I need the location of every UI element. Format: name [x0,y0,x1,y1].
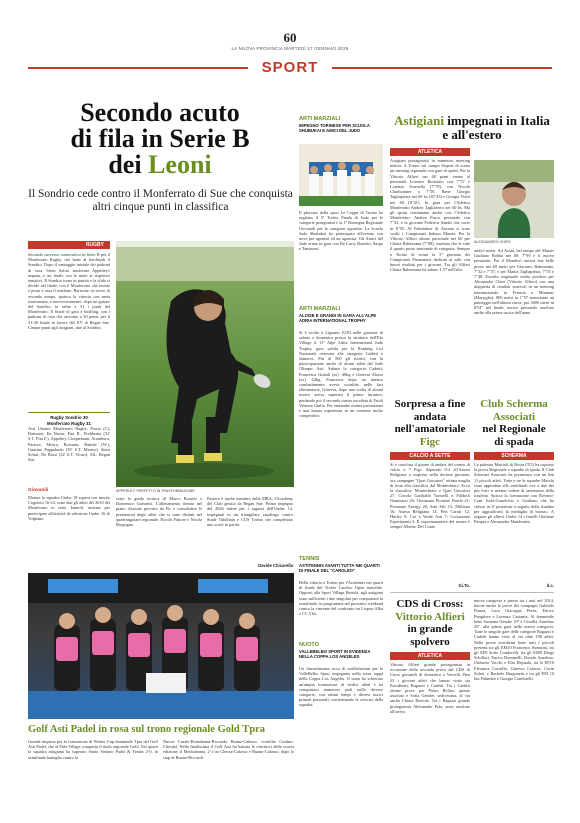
arti-body-2: Si è svolto a Lignano (UD) nelle giornate di sabato e domenica presso la struttura dell'Efa Village il 11ª Alpe Adria International Judo Trophy, gara valida per la Ranking List Nazionale riservata alle categorie Cadetti e Juniores. Più di 500 gli iscritti, con la partecipazione anche di alcuni atleti del Judo Olimpic Asti. Sabato la categoria Cadetti: Francesca Grandi (sx) -48kg e Ginevra Aloise (sx) -52kg. Francesca dopo un intenso combattimento aveva sconfitto nelle fasi eliminatorie, Ginevra, dopo una scelta di alcuni invece aveva superato il primo incontro, perdendo poi il secondo contro un atleta di Friuli Venezia Giulia. Per entrambe ottima prestazione e una buona esperienza in un contesto molto competitivo. [299,330,383,419]
tennis-body: Bella vittoria a Torino per l'Astitennis nei quarti di finale del Trofeo Caroleo Open maschile. Opposti alla Sport Village Bettola, agli astigiani sono sufficienti i due singolari per conquistare la semifinale, in programma nel prossimo weekend contro la vincente del confronto tra Lisport Alba e CC Vho. [299,580,383,617]
rugby-body: Secondo successo consecutivo in Serie B per il Monferrato Rugby, che batte al fotofinish il Sondrio. Dopo il vantaggio iniziale dei padroni di casa, Stern Soluri trasforma Appeltey1 imputa, e un finale con le mete ai rispettivi tentativi. Il Sondrio torna in partita e la sfida si decide nel finale, con il Monferrato che resiste e porta a casa il risultato. Barisone, in avvio di secondo tempo, ipoteca la vittoria con meta trasformata, e successivamente, dopo un guizzo del Sondrio, fa salire a 31 i punti del Monferrato. Il finale di gara è thrilling, con i padroni di casa che arrivano a 30 punti, per il 31-30 finale in favore del XV di Regan Sue. Cinque punti agli astigiani, due al Sondrio. [28,252,110,330]
judo-photo [299,144,383,206]
cds-title-4: spolvero [410,635,450,648]
scherma-title-2: Associati [492,410,536,423]
cds-title-accent: Vittorio Alfieri [395,610,465,623]
padel-title: Golf Asti Padel in rosa sul trono regionale Gold Tpra [28,724,265,735]
atletica-tag: ATLETICA [390,148,470,156]
padel-body: Grande impresa per la formazione di Winter Cup femminile Tpra del Golf Asti Padel, che al Pala-Village conquista il titolo regionale Gold. Nei quarti la squadra astigiana ha superato Santo Stefano Padel & Tennis 2-0, in semifinale battaglia contro la [28,739,158,760]
cds-title-3: in grande [407,623,453,635]
rugby-photo [116,241,294,487]
tennis-head-sub: ASTITENNIS AVANTI TUTTA NEI QUARTI DI FINALE DEL "CAROLEO" [299,563,380,573]
cds-title-1: CDS di Cross: [396,598,464,610]
main-subtitle: Il Sondrio cede contro il Monferrato di Sue che conquista altri cinque punti in classifica [28,188,293,213]
rugby-player-illustration [116,241,294,487]
figc-title-line-1: Sorpresa a fine [394,398,466,410]
figc-title-line-2: andata [413,410,447,423]
tennis-head: TENNIS [299,556,320,562]
cds-tag: ATLETICA [390,652,470,660]
section-rule-left [28,67,248,69]
arti-head-2: ARTI MARZIALI [299,306,341,312]
nuoto-body: Un finesettimana ricco di soddisfazioni per la ValleBelbo Sport impegnata nella terza tappa della Coppa Los Angeles. Il team ha schierato un'ampia formazione di tredici atleti e ha conquistato numerosi podi nelle diverse categorie, con ottimi tempi e diversi nuovi primati personali, confermando la crescita della squadra. [299,666,383,708]
cds-body: Vittorio Alfieri grande protagonista in occasione della seconda prova del CDS di Cross giovanili di domenica a Vercelli. Ben 23 i giovani atleti che hanno vinto sia Esordienti, Ragazzi e Cadetti. Tra i Cadetti ottime prove per Pietro Belloe, quinto assoluto e Sofia Gendre, sedicesima, al via anche Chiara Raviola. Tra i Ragazzi grande protagonista Alessandro Pola, sesto assoluto all'arrivo. [390,662,470,714]
section-rule-right [332,67,552,69]
arti-head-1: ARTI MARZIALI [299,116,341,122]
headline-prefix: dei [108,150,149,179]
arti-body-1: Il placcato della sport Le Coppe di Torino ha regalato il 5ª Trofeo Panda di Judo per le categorie preagonisti e la 1ª Rassegna Regionale Giovanili per le categorie agoniste. La Scuola Judo Shubukai ha partecipato all'evento con nove pre agonisti ed un agonista. Gli Amici del Judo erano in gara con De Luca, Bonetto, Sargo e Tamasoni. [299,210,383,252]
padel-col-author: Davide Chicarella [258,563,293,568]
figc-author: Gi.To. [458,583,470,588]
padel-col-body-2: Pastore è anche membro della MRA, l'Academy del Club gestita da Regan Sue. Primo impegno del 2026 infine per i ragazzi dell'Under 14, impegnati in un triangolare casalingo contro Stade Valdôtain e CUS Torino che completano uno score in parità. [207,496,293,528]
padel-col-body-1: sotto la guida tecnica di Marco Rossini e Domenico Grassetti. L'allenamento rientra nel piano d'azione previsto da Fir e consolidare le prestazioni degli atleti che si sono distinti nel quadrangolare regionale, Nicolò Pastore e Nicola Borgogno. [116,496,202,528]
scherma-title-4: di spada [494,435,534,448]
score-line-1: Rugby Sondrio 30 [50,415,88,420]
atleta-photo-caption: ALESSANDRO CHESI [474,240,511,244]
figc-body: Si è conclusa il girone di andata del torneo di calcio a 7 Figc. Saperido 0-2 all'Astesa Religiana a sorpresa nella decima giornata, ora campagne "Quei Giocatori" ottima maglia di testa alla classifica dal Montechiaro. Ecco la classifica: Montechiaro e Quei Giocatori 27; Circolo Garibaldi Tornielli e Fabbrili Giannuzzi 26; Ostonauta Pioniere Basile 21; Piemonte Energy 20; Sale Sifi 15; Milliona 16; Astesa Religiana 13; Peri Carasi 12; Harley 9; Cro e Verde Asti 7; Cortazzone Esperimenti 3. Il capocannoniere del torneo è sempre Alberto Del Conte. [390,462,470,530]
figc-title-accent: Figc [419,435,441,448]
judo-kids-illustration [299,144,383,206]
padel-team-illustration [28,573,294,719]
youth-body: Mentre la squadra Under 18 supera con merito Cogoleto 16-23, sono due gli atleti del 2010 del Monferrato in serie, Iannoli, insieme per partecipare all'attività di selezione Under 16 di Volpiano. [28,495,110,521]
arti-head-2-sub: ALOISE E GRANDI IN GARA ALL'ALPE ADRIA INTERNATIONAL TROPHY [299,313,377,323]
scherma-title-3: nel Regionale [482,423,546,435]
athlete-portrait [474,160,554,238]
atletica-body: Astigiani protagonisti in numerosi meeting indoor. A Torino sul campo Sisport di scena un meeting regionale con gare di sprint. Per la Vittorio Alfieri nei 60 piani vanno al personale Lorenzo Bortolato con 7"57 e Lorenzo Scarsella (7"78), con Nicolò Charbonnier a 7"59. Bene Giorgia Tagliapietra nei 60 hs (10"43) e Giorgia Vietti nei 60 (8"41). In gara per l'Atletica Monferrato Andrea Tagliaferro nei 60 hs. Ma gli sprint continuano anche con l'Atletica Monferrato: Andrea Fusco personale con 7"33, e la giovane Federica Sandri che corre in 8"05. Al Palaindoor di Ancona si sono svolti i Campionati Italiani Master. Per la Vittorio Alfieri ottimo personale nei 60 per Chiara Rabezzana (7"88), risultato che le vale il quarto posto nazionale di categoria. Sempre a Torino di scena la 5ª giornata dei Campionati Piemontesi dedicati ai salti con buoni risultati per i giovani. Tra gli Alfieri Chiara Rabezzana ha saltato 1.57 nell'alto. [390,158,470,273]
headline-line-2: di fila in Serie B [70,124,250,153]
scherma-tag: SCHERMA [474,452,554,460]
rugby-lineup: Asti Urbano Monferrato Rugby: Perria (C), Barisone, En Naour, Fini R., Prebbenia (32' S.T. Fini F.), Appeltey, Cinquemani, Aramburu, Pastore, Mistro, Borsarin, Battisti (W.), Guarino Pappalardo (35' S.T. Martey), Stern Soluri, De Borsi (32' S.T. Vicari). All.: Regan Sue. [28,426,110,463]
figc-title-line-3: nell'amatoriale [394,423,466,435]
score-box [28,412,110,426]
headline-line-1: Secondo acuto [80,98,240,127]
atletica-title-accent: Astigiani [394,113,444,128]
scherma-title [474,398,554,448]
figc-tag: CALCIO A SETTE [390,452,470,460]
atleta-photo [474,160,554,238]
dateline: LA NUOVA PROVINCIA MARTEDÌ 27 GENNAIO 2026 [231,46,349,51]
cds-body-2: nuova categoria e primo tra i nati nel 2014, buone anche le prove dei compagni Gabriele Piazza, Luca Giacoppo Perez, Enrico Pungitore e Lorenzo Castania. Al femminile bene Susanna Gendre 19ª e Camilla Anselmo 25ª, alla prima gara nella nuova categoria. Tutte le singole gare delle categorie Ragazzi e Cadetti hanno visto al via oltre 100 atleti. Nelle prove esordienti bene tutti i piccoli presenti tra gli EM10 Francesco Avanzini, tra gli EF8 Sofia Condorelli, tra gli EM8 Diego Schillaci, Enrico Dominelli, Davide Anselmo, Umberto Vacchi e Elia Depaula, tra le EF10 Eleonora Corsello, Ginevra Colacia, Corin Sidari, e Rachele Dragonetti e tra gli EM 10 Ian Palumbo e Giorgio Condorelli. [474,598,554,682]
headline-accent: Leoni [148,150,212,179]
score-line-2: Monferrato Rugby 31 [47,420,91,426]
atletica-title [390,114,554,142]
scherma-body: La palestra Mattioli di Rosta (TO) ha ospitato la prova Regionale a squadre di spada. Il Club Scherma Associati ha presentato con un ben 11 piccoli atleti. Tutte e tre le squadre Maschi sono approdate alle semifinali ove a due dei più forti si nerano ordine di tantissimo della trasferta. Spicca la formazione con Bovono-Com Isola-Giurelchio e Giuliano che ha chiuso in 2ª posizione a seguito della finalina per aggiudicarsi la medaglia di bronzo. A seguire gli allievi Under 14 i fratelli Giuliano Pasqua e Alessandro Mandrarini. [474,462,554,525]
nuoto-head: NUOTO [299,642,320,648]
youth-head: Giovanili [28,488,49,493]
nuoto-head-sub: VALLEBELBO SPORT IN EVIDENZA NELLA COPPA LOS ANGELES [299,649,371,659]
section-title: SPORT [261,59,319,76]
atletica-title-rest: impegnati in Italia e all'estero [442,113,550,142]
scherma-author: d.c. [546,583,554,588]
rugby-photo-caption: APPERLEY, PERFETTO IN TRASFORMAZIONE [116,489,195,493]
main-headline [26,100,294,178]
arti-head-1-sub: IMPEGNO TORINESE PER SCUOLA SHUBUKAI E AMICI DEL JUDO [299,123,370,133]
rugby-tag: RUGBY [28,241,110,249]
padel-body-2: Nuova Casale-Bonadonna-Riccardo Buano-Calasso, sconfitte Castino-Chesdal. Nella finalissima il Golf Asti ha battuto le vincitrici della scorsa edizione, il Mediadonna, 2-1 tra Chessa-Culasso e Buano-Culasso, dopo lo stop di Buano-Riccardi. [163,739,294,760]
cds-title [390,598,470,648]
headline-line-3 [26,152,294,178]
figc-title [390,398,470,448]
padel-photo [28,573,294,719]
scherma-title-1: Club Scherma [480,398,548,410]
page-number: 60 [283,30,297,45]
atletica-body-2: undici metri. Ad Aosta, bel tempo del Master Giuliano Bobba nei 60: 7"99 e il nuovo personale. Per il Mondovì ancora due belle prove nei 60 metri per Giacomo Rabezzana, 7"32 e 7"37, e per Mattia Tagliapietra, 7"55 e 7"48. Esordio stagionale molto positivo per Alessandro Chesi (Vittorio Alfieri) con una doppietta di risultati notevoli in un meeting internazionale in Francia a Miramas (Marsiglia): 800 metri in 1"57 nonostante un punteggio nell'ultima curva, poi 3000 metri in 8'54" nel finale, nuovo personale assoluto anche alla prima uscita dell'anno. [474,248,554,316]
